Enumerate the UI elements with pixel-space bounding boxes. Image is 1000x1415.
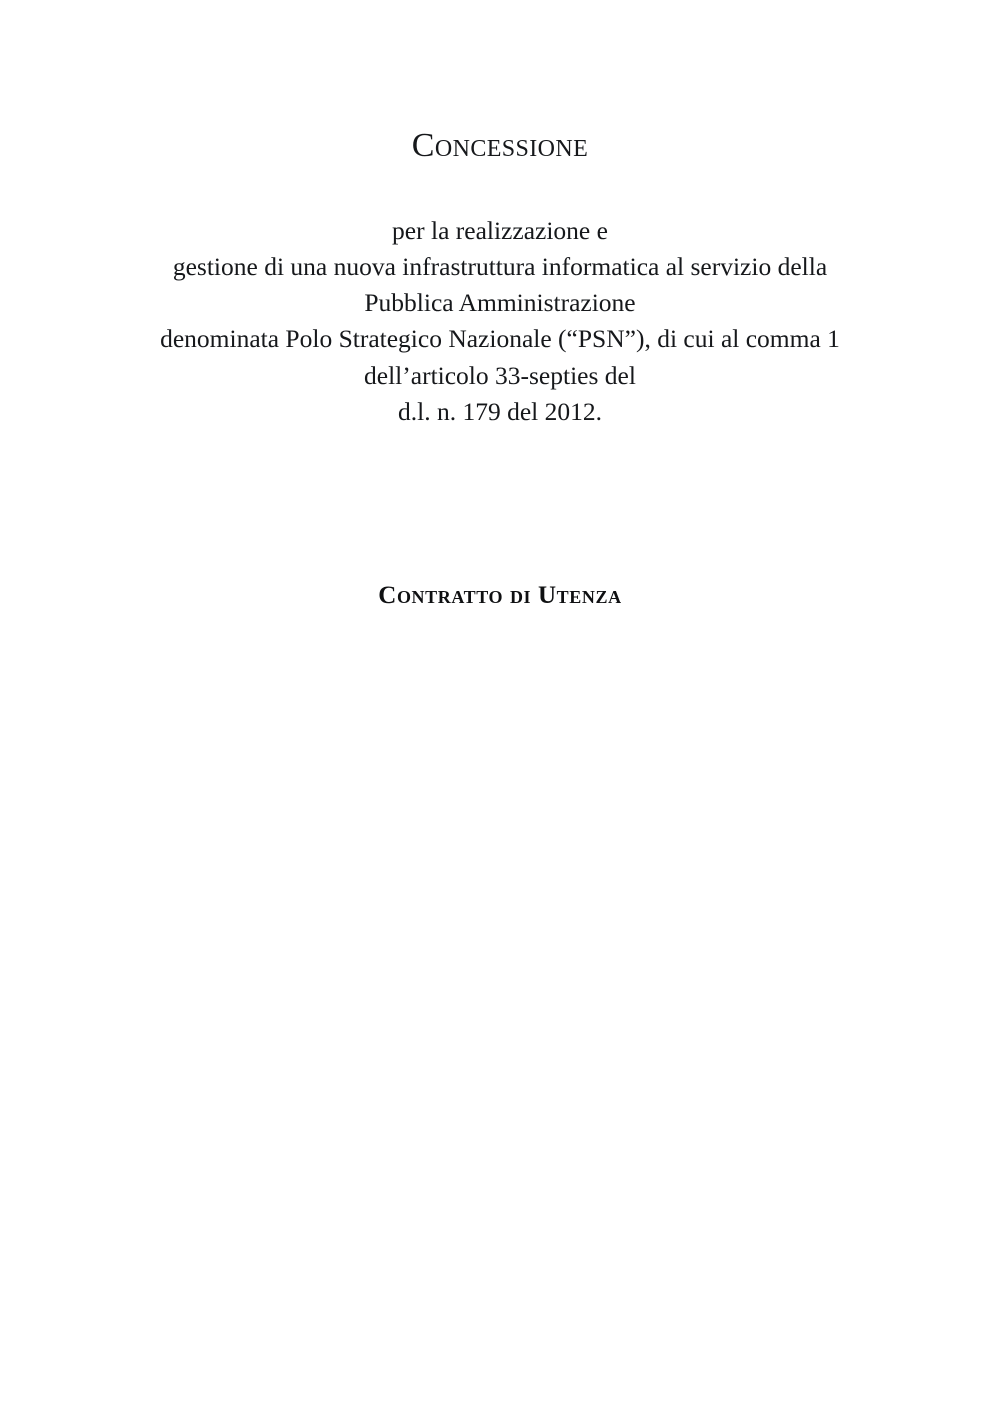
subtitle-line: denominata Polo Strategico Nazionale (“PSN”), di cui al comma 1 — [160, 324, 840, 354]
subtitle-line: per la realizzazione e — [392, 215, 608, 245]
subtitle-line: dell’articolo 33-septies del — [364, 360, 636, 390]
document-subtitle — [100, 213, 900, 430]
subtitle-line: gestione di una nuova infrastruttura informatica al servizio della — [172, 252, 828, 281]
page-title: Concessione — [411, 127, 589, 164]
title-block — [100, 0, 900, 610]
contract-type-heading: Contratto di Utenza — [378, 582, 622, 610]
subtitle-line: d.l. n. 179 del 2012. — [398, 396, 602, 426]
subtitle-line: Pubblica Amministrazione — [364, 288, 636, 318]
